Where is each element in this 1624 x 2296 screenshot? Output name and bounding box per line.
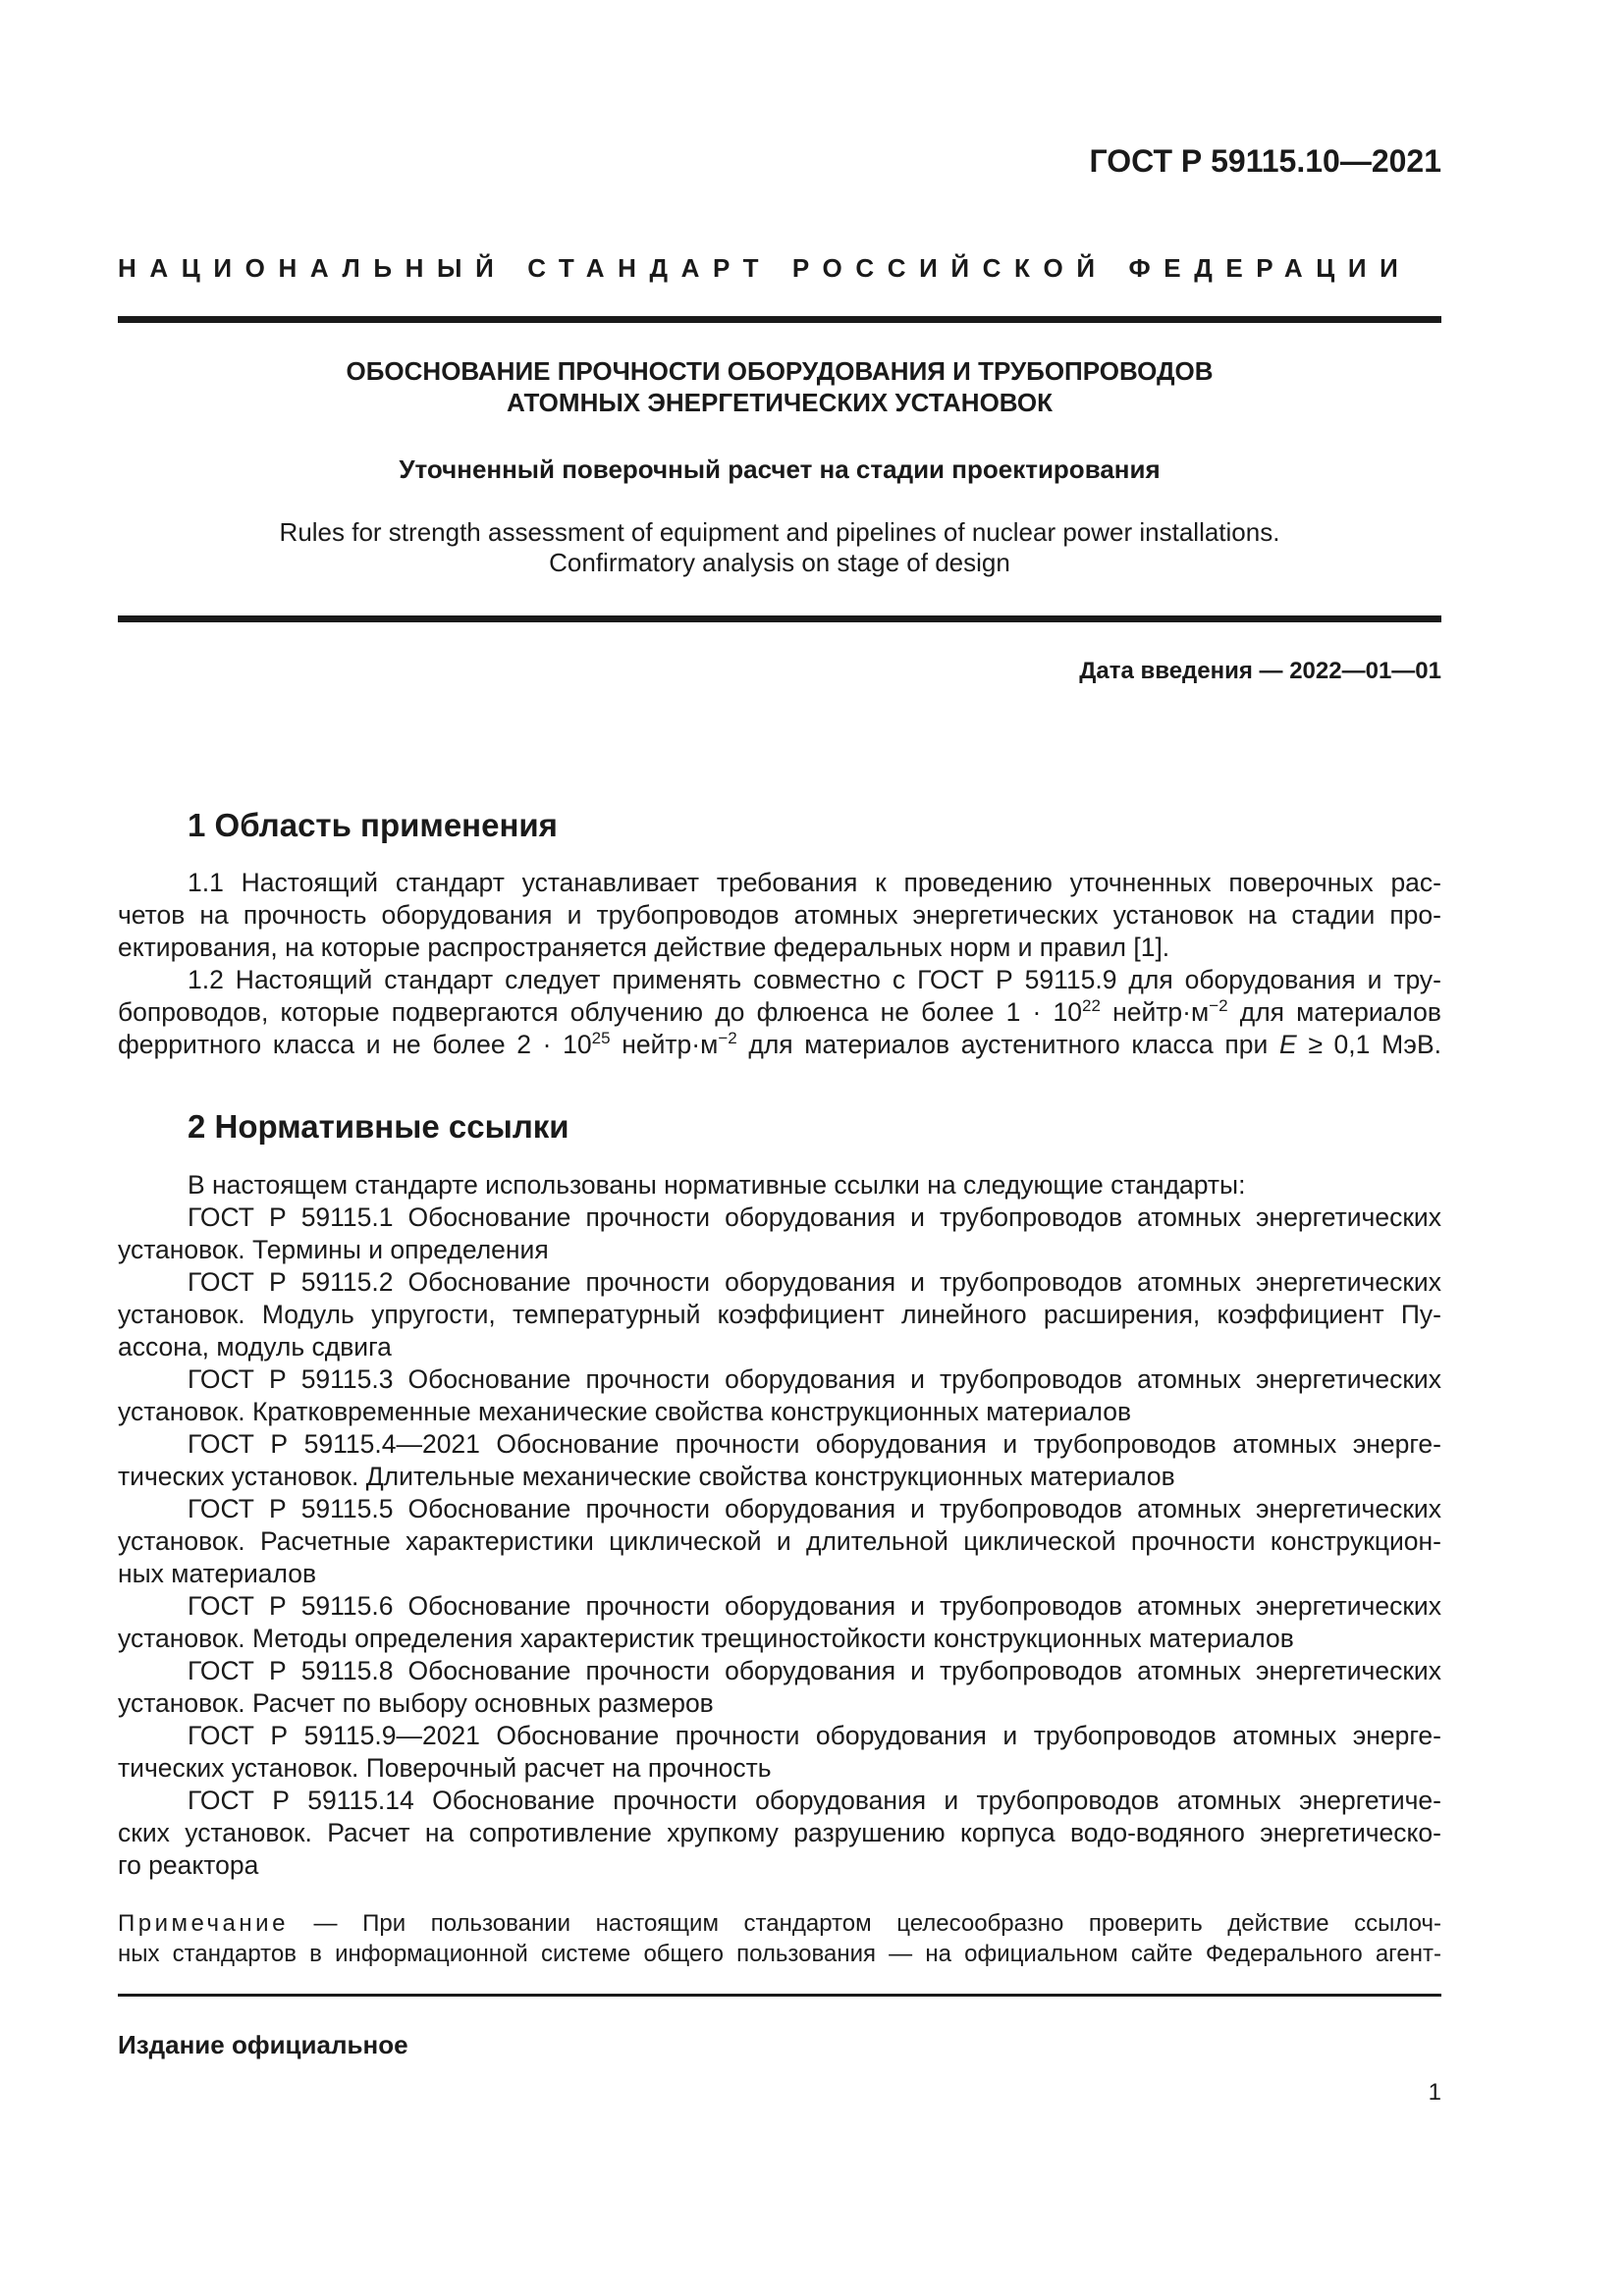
paragraph-line: бопроводов, которые подвергаются облучению до флюенса не более $1 \cdot 10^{22}$ $нейтр\cdot м^{-2}$ для материалов <box>118 996 1441 1027</box>
english-title-line-2: Confirmatory analysis on stage of design <box>549 548 1010 577</box>
reference-line: установок. Расчетные характеристики циклической и длительной циклической прочности конструкцион- <box>118 1526 1441 1556</box>
reference-line: ГОСТ Р 59115.6 Обоснование прочности оборудования и трубопроводов атомных энергетических <box>188 1591 1441 1621</box>
document-subtitle: Уточненный поверочный расчет на стадии проектирования <box>399 454 1161 484</box>
reference-line: установок. Кратковременные механические свойства конструкционных материалов <box>118 1397 1132 1426</box>
official-edition-label: Издание официальное <box>118 2030 408 2059</box>
reference-line: ГОСТ Р 59115.9—2021 Обоснование прочности оборудования и трубопроводов атомных энерге- <box>188 1721 1441 1750</box>
title-divider <box>118 615 1441 622</box>
reference-line: ГОСТ Р 59115.8 Обоснование прочности оборудования и трубопроводов атомных энергетических <box>188 1656 1441 1685</box>
paragraph-line: ферритного класса и не более $2 \cdot 10^{25}$ $нейтр\cdot м^{-2}$ для материалов аустенитного класса при E ≥ 0,1 МэВ. <box>118 1029 1441 1059</box>
reference-line: установок. Методы определения характеристик трещиностойкости конструкционных материалов <box>118 1624 1294 1653</box>
reference-line: установок. Расчет по выбору основных размеров <box>118 1688 714 1718</box>
reference-line: ГОСТ Р 59115.4—2021 Обоснование прочности оборудования и трубопроводов атомных энерге- <box>188 1429 1441 1459</box>
reference-line: го реактора <box>118 1850 259 1880</box>
document-title-line-1: ОБОСНОВАНИЕ ПРОЧНОСТИ ОБОРУДОВАНИЯ И ТРУБОПРОВОДОВ <box>346 356 1214 386</box>
note-label: Примечание <box>118 1910 289 1937</box>
section-heading-scope: 1 Область применения <box>188 807 558 843</box>
note-line: ных стандартов в информационной системе общего пользования — на официальном сайте Федерального агент- <box>118 1941 1441 1967</box>
paragraph-line: В настоящем стандарте использованы нормативные ссылки на следующие стандарты: <box>188 1170 1246 1200</box>
reference-line: ГОСТ Р 59115.14 Обоснование прочности оборудования и трубопроводов атомных энергетиче- <box>188 1786 1441 1815</box>
top-divider <box>118 316 1441 323</box>
paragraph-line: 1.1 Настоящий стандарт устанавливает требования к проведению уточненных поверочных рас- <box>188 868 1441 897</box>
paragraph-line: четов на прочность оборудования и трубопроводов атомных энергетических установок на стадии про- <box>118 900 1441 930</box>
section-heading-normative-references: 2 Нормативные ссылки <box>188 1108 569 1145</box>
reference-line: ных материалов <box>118 1559 317 1588</box>
introduction-date: Дата введения — 2022—01—01 <box>1079 658 1441 684</box>
reference-line: ских установок. Расчет на сопротивление хрупкому разрушению корпуса водо-водяного энергетическо- <box>118 1818 1441 1847</box>
reference-line: ГОСТ Р 59115.1 Обоснование прочности оборудования и трубопроводов атомных энергетических <box>188 1202 1441 1232</box>
national-standard-banner: НАЦИОНАЛЬНЫЙ СТАНДАРТ РОССИЙСКОЙ ФЕДЕРАЦИИ <box>118 253 1412 283</box>
reference-line: установок. Термины и определения <box>118 1235 549 1264</box>
paragraph-line: 1.2 Настоящий стандарт следует применять совместно с ГОСТ Р 59115.9 для оборудования и тру- <box>188 965 1441 994</box>
footer-divider <box>118 1994 1441 1997</box>
note-line: Примечание — При пользовании настоящим стандартом целесообразно проверить действие ссылоч- <box>118 1910 1441 1937</box>
reference-line: ГОСТ Р 59115.3 Обоснование прочности оборудования и трубопроводов атомных энергетических <box>188 1364 1441 1394</box>
standard-code: ГОСТ Р 59115.10—2021 <box>1089 143 1441 179</box>
reference-line: тических установок. Поверочный расчет на прочность <box>118 1753 772 1783</box>
paragraph-line: ектирования, на которые распространяется действие федеральных норм и правил [1]. <box>118 933 1170 962</box>
reference-line: ГОСТ Р 59115.5 Обоснование прочности оборудования и трубопроводов атомных энергетических <box>188 1494 1441 1523</box>
reference-line: ассона, модуль сдвига <box>118 1332 392 1362</box>
english-title-line-1: Rules for strength assessment of equipment and pipelines of nuclear power installations. <box>279 517 1280 547</box>
page-number: 1 <box>1428 2079 1441 2106</box>
document-title-line-2: АТОМНЫХ ЭНЕРГЕТИЧЕСКИХ УСТАНОВОК <box>506 388 1054 417</box>
reference-line: ГОСТ Р 59115.2 Обоснование прочности оборудования и трубопроводов атомных энергетических <box>188 1267 1441 1297</box>
reference-line: тических установок. Длительные механические свойства конструкционных материалов <box>118 1462 1175 1491</box>
reference-line: установок. Модуль упругости, температурный коэффициент линейного расширения, коэффициент Пу- <box>118 1300 1441 1329</box>
